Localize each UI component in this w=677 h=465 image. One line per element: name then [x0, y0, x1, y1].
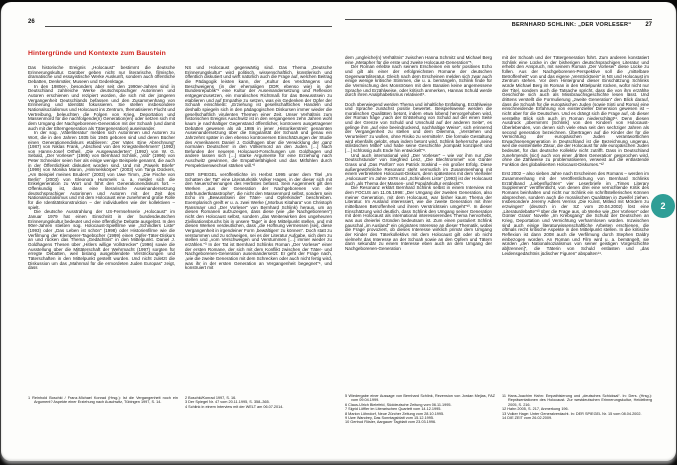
running-head-wrap — [345, 22, 652, 28]
right-page-column-1 — [345, 56, 492, 252]
footnote-item: 5 Wiedergabe einer Aussage von Bernhard Schlink, Rezension von Jordan Mejias, FAZ vom 09.04.1999. — [345, 394, 495, 403]
right-page-column-2 — [502, 56, 649, 256]
footnote-item: 12 Hahn 2005, S. 217, Anmerkung 196. — [502, 407, 569, 412]
left-page-column-2 — [185, 66, 332, 271]
footnotes-left-col2 — [185, 396, 335, 409]
footnote-item: 3 Der Spiegel Nr. 47 vom 20.11.1995, S. 358–365. — [185, 400, 270, 405]
body-paragraph: dem „ungleiche(n) Verhältnis“ zwischen Hanna Schmitz und Michael Berg eine „Metapher für die erste und zweite Holocaust-Generation“⁵. — [345, 55, 492, 65]
body-paragraph: Das historische Ereignis „Holocaust“ bestimmt die deutsche Erinnerungskultur. Darüber geben nicht nur literarische, filmische, dramatische und essayistische Werke Auskunft, sondern auch öffentliche Debatten, Denkmäler, Museen und Gedenktage. — [28, 65, 175, 84]
footnote-item: 10 Gertrud Rösler, Aargauer Tagblatt vom 23.03.1996. — [345, 420, 437, 425]
header-rule-left — [45, 26, 332, 27]
body-paragraph: Doch überwiegend werden Thema und inhaltliche Entfaltung, Erzählweise und Sprache zunächst positiv bewertet. Beispielsweise werden die moralischen Qualitäten betont, indem etwa lobend hervorgehoben wird, der Roman frage „nach der Entstehung von Schuld auf der einen Seite und der Grenze von Schuld und Unschuld auf der anderen Seite“, es gelinge ihm „auf eine beeindruckend, nachhaltige Weise“, sich erinnernd der Vergangenheit zu stellen und dem Dilemma, „Verstehen und Verurteilen“ zu wollen, ohne Risiko zu vermitteln⁷. Die formale Gestaltung wird ebenfalls gelobt, etwa indem betont wird, Schlink beherrsche „seine stilistischen Mittel“ und habe seine Geschichte „kompakt konzipiert und […] schlüssig aufs Ende hin entwickelt“⁸. — [345, 101, 493, 154]
body-paragraph: Der Roman erlebte nach seinem Erscheinen ein sehr positives Echo und gilt als einer der erfolgreichsten Romane der deutschen Gegenwartsliteratur. Gleich nach dem Erscheinen melden sich zwar auch einige wenige kritische Stimmen, die u. a. bemängeln, Schlink finde für die Vermischung des Monströsen mit dem Banalen keine angemessene Sprache und Erzählweise, oder kritisch anmerken, Hannas Schuld werde durch ihren Analphabetismus relativiert⁶. — [345, 64, 492, 98]
footnotes-right-col2 — [502, 394, 652, 420]
body-paragraph: Die deutsche Ausstrahlung der US-Fernsehserie „Holocaust“ im Januar 1979 hat einen Einschnitt in der bundesdeutschen Erinnerungskultur bedeutet und eine öffentliche Debatte ausgelöst. In den 90er-Jahren stießen sog. Holocaust-Spielfilme wie „Schindlers Liste“ (1993) oder „Das Leben ist schön“ (1998) oder Historienfilme wie die Verfilmung der Klemperer-Tagebücher (1999) einen Opfer-Täter-Diskurs an und rücken das Thema „Gedächtnis“ in den Mittelpunkt. Daniel J. Goldhagens Thesen über „Hitlers willige Vollstrecker“ (1996) sowie die Ausstellung über die Mittäterschaft der Wehrmacht (1997) sorgten für erregte Debatten, weil bislang ausgeblendete Verstrickungen und Täterschaften in den Mittelpunkt gestellt wurden. Und nicht zuletzt die Diskussion um das „Mahnmal für die ermordeten Juden Europas“ zeigt, dass — [28, 209, 175, 271]
body-paragraph: Die Resonanz erklärt Bernhard Schlink selbst in einem Interview mit dem FOCUS am 11.05.1998: „Der Umgang der zweiten Generation, also meiner Generation, mit dem Holocaust, war bisher kaum Thema der Literatur. Im Ausland interessiert, wie die zweite Generation mit ihrer mittelbaren Betroffenheit und ihrem Verstricktsein umgeht“¹⁰. In dieser Einschätzung wird deutlich, dass Schlink den Umgang seiner Generation mit dem Holocaust als international interessierendes Thema hervorhebt, was aus dreierlei Gründen bedeutsam ist. Zum einen postuliert Schlink pauschal „im Ausland“ ein originäres Interesse an dieser Thematik, wobei die Frage provoziert, ob dieses Interesse wirklich primär dem Umgang der Kinder des Täterkollektivs mit dem Holocaust gilt oder ob nicht vielmehr das Interesse an der Schoah sowie an den Opfern und Tätern dann sekundär zu einem Interesse eben auch an dem Umgang der Nachgeborenen-Generation — [345, 185, 492, 251]
page-number-right: 27 — [645, 22, 652, 28]
body-paragraph: Und auch international wird „Der Vorleser“ – wie vor ihm nur „Die Deutschstunde“ von Siegfried Lenz, „Die Blechtrommel“ von Günter Grass und „Das Parfüm“ von Patrick Süskind – ein großer Erfolg. Diese außergewöhnliche Resonanz steht vermutlich im Zusammenhang mit einem verbreiteten Holocaust-Diskurs, denn spätestens mit dem Vierteiler „Holocaust“ im Jahre 1978 und „Schindlers Liste“ (1993) ist der Holocaust auch „als Thema der Massen- und Populärkultur entdeckt“⁹. — [345, 152, 492, 186]
body-paragraph: mit der Schoah und der Tätergeneration führt. Zum anderen konstatiert Schlink eine Lücke in der bisherigen deutschsprachigen Literatur und erhebt den Anspruch, mit seinem Roman „Der Vorleser“ diese Lücke zu füllen. Aus der Nachgeborenen-Perspektive soll die „mittelbare Betroffenheit“ von und das eigene „Verstricktsein“ in NS und Holocaust im Zentrum stehen. Vor dem Hintergrund dieser Einschätzung Schlinks würde Michael Berg im Roman in den Mittelpunkt rücken, wofür nicht nur der Titel, sondern auch die Tatsache spricht, dass die von ihm erzählte Geschichte sich auch als Missbrauchsgeschichte lesen lässt. Und drittens verstellt die Formulierung „zweite Generation“ den Blick darauf, dass die Schoah für die europäischen Juden (sowie Sinti und Roma) eine einschneidende Erfahrung von existenzieller Dimension gewesen ist – nicht aber für die Deutschen. Und es drängt sich die Frage auf, ob dieser verstellte Blick sich auch im Roman niederschlägt¹¹. Denn diesen Ausdruck „übernimmt [Schlink] von den Kindern von Holocaust-Überlebenden, von denen sich viele etwa seit den sechziger Jahren als second generation bezeichnen. Übertragen auf die Kinder der für die Vernichtung der europäischen Juden verantwortlichen Erwachsenengeneration in Deutschland ist die Bezeichnung ungenau, weil die existentielle Zäsur, die der Holocaust für alle europäischen Juden bedeutet, für das deutsche Kollektiv nicht zutrifft. Dass in Deutschland zunehmends (sic!) auch von einer ‚dritten Generation‘ gesprochen wird, ohne die Zählweise zu problematisieren, verweist auf die entlastende Funktion des globalisierten Holocaust-Diskurses.“¹² — [502, 55, 649, 168]
footnote-item: 14 DIE ZEIT vom 26.02.2009. — [502, 416, 553, 421]
footnotes-right-col1 — [345, 394, 495, 425]
footnotes-left-col1 — [28, 396, 178, 405]
footnote-item: 9 Uwe Wandrey, Das Sonntagsblatt vom 15.12.1995. — [345, 416, 435, 421]
section-tab — [651, 194, 675, 218]
section-tab-label: 2 — [660, 201, 666, 211]
footnote-item: 6 Claus-Ulrich Bielefeld, Süddeutsche Zeitung vom 06.11.1995. — [345, 402, 452, 407]
header-rule-right — [345, 19, 652, 20]
footnote-item: 4 Schlink in einem Interview mit der WELT am 06.07.2014. — [185, 404, 284, 409]
body-paragraph: Erst 2002 – also sieben Jahre nach Erscheinen des Romans – werden im Zusammenhang mit der Veröffentlichung von Bernhard Schlinks Erzählband „Liebesfluchten“ vier Leserbriefe im „Times Literary Supplement“ veröffentlicht, von denen drei eine vernichtende Kritik des Romans beinhalten und nicht nur Schlink ein schriftstellerisches Können absprechen, sondern auch die moralischen Qualitäten in Zweifel ziehen. Insbesondere Jeremy Adlers Verriss „Die Kunst, Mitleid mit Mördern zu erzwingen“ (deutsch in der SZ vom 20.04.2002) löst eine „Literaturdebatte“¹³ über die Frage aus, ob Werke wie „Der Vorleser“ oder Günter Grass’ Novelle „Im Krebsgang“ die Schuld der Deutschen an Krieg, Deportation und Vernichtung verharmlosen würden. Inzwischen sind auch einige literaturwissenschaftliche Arbeiten erschienen, die oftmals recht kritische Aspekte in den Mittelpunkt stellen. In die kritische Reflexion ist dann 2008 auch die Verfilmung durch Stephen Daldry einbezogen worden. An Roman und Film wird u. a. bemängelt, sie würden „den Nationalsozialismus von seiner geistigen Vorgeschichte ab[trennen]“, die Täterin von Schuld entlasten und „das Leidensgedächtnis jüdischer Figuren“ abspalten¹⁴. — [502, 171, 649, 256]
body-paragraph: In den 1980er-, besonders aber seit den 1990er-Jahren sind in Deutschland zahlreiche Werke deutschsprachiger Autorinnen und Autoren erschienen und rezipiert worden, die sich mit der jüngeren Vergangenheit Deutschlands befassen und den Zusammenhang von Erinnerung und Identität fokussieren. Sie stellen insbesondere Nationalsozialismus und Holocaust ins Zentrum, thematisieren Flucht und Vertreibung, beleuchten die Folgen von Krieg, Deportation und Massenmord für die nachfolgende(n) Generation(en) oder setzen sich mit dem Umgang der Nachgeborenen-Generation mit der Schoah (und damit auch mit der Elterngeneration als Tätergeneration) auseinander. — [28, 83, 175, 131]
left-page-column-1 — [28, 66, 175, 271]
running-head: BERNHARD SCHLINK: „DER VORLESER“ — [511, 22, 632, 28]
footnote-item: 7 Sigrid Löffler im Literarischen Quartett vom 14.12.1995. — [345, 407, 442, 412]
footnote-item: 13 Volker Hage: Unter Generalverdacht. In: DER SPIEGEL Nr. 15 vom 08.04.2002. — [502, 411, 642, 416]
footnote-item: 1 Reinhold Boschki / Franz-Michael Konrad (Hrsg.): Ist die Vergangenheit noch ein Argument? Aspekte einer Erziehung nach Auschwitz, Tübingen 1997, S. 14. — [28, 396, 178, 405]
footnote-item: 2 Boschki/Konrad 1997, S. 16. — [185, 396, 237, 400]
body-paragraph: NS und Holocaust gegenwärtig sind. Das Thema „Deutsche Erinnerungskultur“ wird politisch, wissenschaftlich, künstlerisch und öffentlich diskutiert und wirft natürlich auch die Frage auf, welchen Beitrag die Pädagogik leisten kann, der „Kultur des Verdrängens und Beschweigens (in der ehemaligen DDR ebenso wie) in der Bundesrepublik“¹ eine Kultur der Auseinandersetzung und Reflexion entgegenzusetzen, ein moralisches Richtmaß für das Bewusstsein zu etablieren und auf Empathie zu setzen, was ein Gedenken der Opfer der Schoah einschließt: „Erziehung ist gesellschaftliches Handeln und deshalb spiegeln sich in den pädagogischen Diskursen immer wieder die gesellschaftlich virulenten Themen einer Zeit. Unser Verhältnis zum historischen Ereignis Auschwitz ist in den vergangenen zehn Jahren wohl kaum je nachhaltiger Gegenstand öffentlicher, kontrovers ausgetragener Debatten gewesen als ab 1986 in jener ‚Historikerstreit‘ genannten Auseinandersetzung über die Singularität der Schoah und genau ein Jahrzehnt später in den ebenso kontroversen Einschätzungen der Studie des Amerikaners Daniel J. Goldhagen über die Verwicklung der ‚ganz normalen Deutschen‘ in den Völkermord an den Juden. […] Nach Befunden der neueren Holocaust-Forschungen um Goldhagen und andere lassen sich […] starke Argumente für eine Erziehung nach Auschwitz gewinnen, die Empathiefähigkeit und das Mitfühlen durch Perspektivenwechsel stärken will.“² — [185, 65, 332, 168]
footnote-item: 8 Marion Löhndorf, Neue Zürcher Zeitung vom 28.10.1995. — [345, 411, 445, 416]
section-heading: Hintergründe und Kontexte zum Baustein — [28, 50, 166, 57]
footnote-item: 11 Hans-Joachim Hahn: Empathisierung und „deutsches Schicksal“. In: Ders. (Hrsg.): Repräsentationen des Holocaust. Zur westdeutschen Erinnerungskultur, Heidelberg 2005, S. 216. — [502, 394, 652, 407]
body-paragraph: DER SPIEGEL veröffentlichte im Herbst 1995 unter dem Titel „Im Schatten der Tat“ eine Literaturkritik Volker Hages, in der dieser sich mit den Neuerscheinungen des Herbstes befasst. Sein Augenmerk gilt den Werken „aus der Generation der Nachgeborenen von der Jahrhundertkatastrophe“, die nicht den Massenmord selbst, sondern sein Echo im „Bewusstsein der Täter- und Opferkinder“ beschreiben. Exemplarisch greift er u. a. zwei Werke („Morbus Kitahara“ von Christoph Ransmayr und „Der Vorleser“ von Bernhard Schlink) heraus, um an diesen Romanen aufzuzeigen, dass diese (wie „die Nachgeborenen“) nicht den Holocaust selbst, sondern „das Weiterwirken des ungeheuren Zivilisationsbruchs bis in unsere Tage“ in den Mittelpunkt stellen, und mit diesen Werken verdeutlichen, dass „die Hoffnung vermessen [sei], diese Vergangenheit in irgendeiner Form ‚bewältigen‘ zu können“. Doch statt zu verstummen und zu schweigen, sei es der Literatur Aufgabe, sich dem zu stellen und „vom Verschweigen und Verstummen […] immer wieder zu erzählen.“³ In der Tat ist Bernhard Schlinks Roman „Der Vorleser“ einer der ersten Romane, der sich mit dem Konflikt zwischen der Täter- und Nachgeborenen-Generation auseinandersetzt: Er geht der Frage nach, „wie die zweite Generation mit dem Schrecken oder auch nicht fertig wird, was ihr in der ersten Generation an Vergangenheit begegnet“⁴, und konstruiert mit — [185, 172, 332, 271]
body-paragraph: In der sog. ‚Väterliteratur‘ melden sich Autorinnen und Autoren zu Wort, die in den Jahren 1935 bis 1945 geboren sind und deren Bücher einen Generationendiskurs etablieren: „Der Vater. Eine Abrechnung“ (1987) von Niklas Frank, „Abschied von den Kriegsteilnehmern“ (1992) von Hanns-Josef Ortheil, „Die Ausgewanderten“ (1992) von W. G. Sebald, „Der Vorleser“ (1995) von Bernhard Schlink, „Vati“ (1996) von Peter Schneider seien hier als einige wenige Beispiele genannt, die auch in der Öffentlichkeit diskutiert worden sind. Und mit „Pawels Briefe“ (1999) von Monika Maron, „Himmelskörper“ (2003) von Tanja Dückers, „Am Beispiel meines Bruders“ (2003) von Uwe Timm, „Die Fische von Berlin“ (2003) von Eleonora Hummels u. a. meldet sich die Enkelgeneration zu Wort und führt den Generationendiskurs fort. – Offenkundig ist, dass eine literarische Auseinandersetzung deutschsprachiger Autorinnen und Autoren mit der Zeit des Nationalsozialismus und mit dem Holocaust eine zunehmend große Rolle für die Identitätskonstruktion – der individuellen wie der kollektiven – spielt. — [28, 130, 175, 210]
page-number-left: 26 — [28, 19, 35, 25]
